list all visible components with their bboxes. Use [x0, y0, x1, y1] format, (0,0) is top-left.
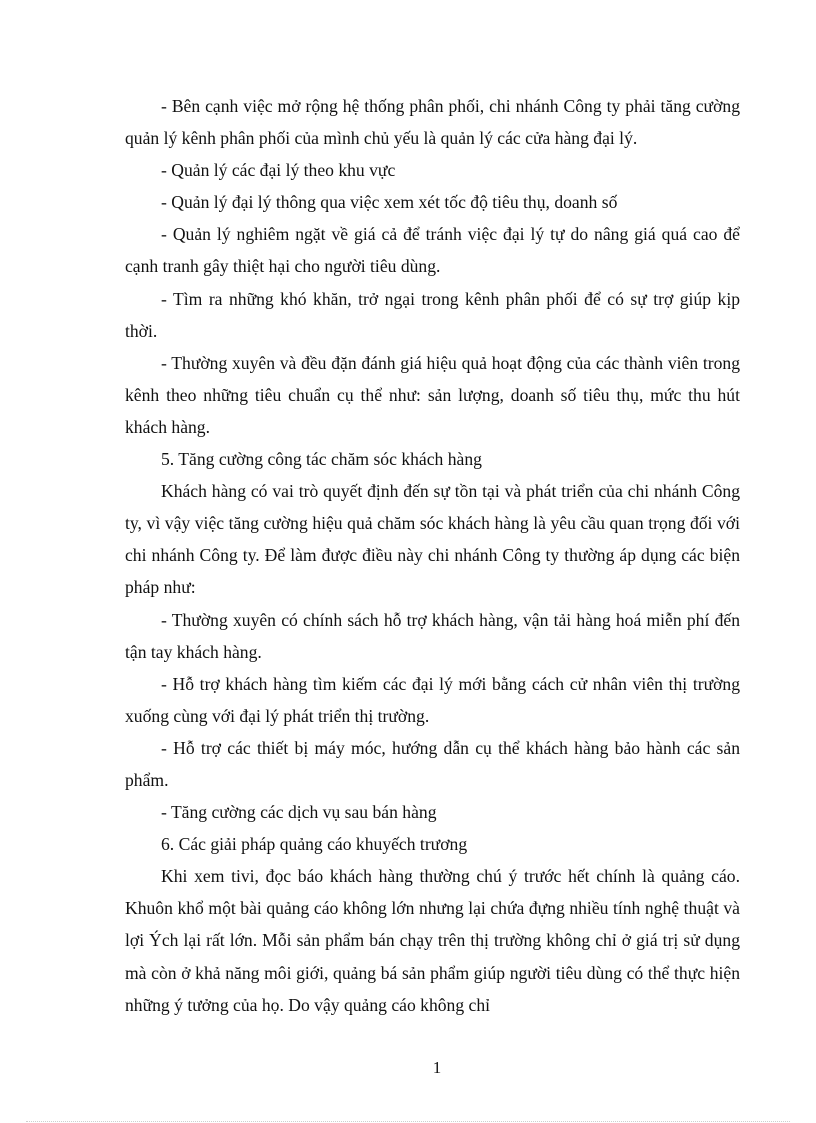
paragraph-distribution-management: - Bên cạnh việc mở rộng hệ thống phân phối, chi nhánh Công ty phải tăng cường quản lý kênh phân phối của mình chủ yếu là quản lý các cửa hàng đại lý.: [125, 96, 740, 149]
paragraph-manage-by-sales: - Quản lý đại lý thông qua việc xem xét tốc độ tiêu thụ, doanh số: [161, 192, 618, 213]
paragraph-advertising-intro: Khi xem tivi, đọc báo khách hàng thường chú ý trước hết chính là quảng cáo. Khuôn khổ một bài quảng cáo không lớn nhưng lại chứa đựng nhiều tính nghệ thuật và lợi Ých lại rất lớn. Mỗi sản phẩm bán chạy trên thị trường không chỉ ở giá trị sử dụng mà còn ở khả năng môi giới, quảng bá sản phẩm giúp người tiêu dùng có thể thực hiện những ý tưởng của họ. Do vậy quảng cáo không chỉ: [125, 866, 740, 1015]
section-heading-advertising: 6. Các giải pháp quảng cáo khuyếch trương: [161, 834, 468, 855]
paragraph-customer-role: Khách hàng có vai trò quyết định đến sự tồn tại và phát triển của chi nhánh Công ty, vì vậy việc tăng cường hiệu quả chăm sóc khách hàng là yêu cầu quan trọng đối với chi nhánh Công ty. Để làm được điều này chi nhánh Công ty thường áp dụng các biện pháp như:: [125, 481, 740, 598]
page-bottom-divider: [26, 1121, 790, 1122]
paragraph-equipment-support: - Hỗ trợ các thiết bị máy móc, hướng dẫn cụ thể khách hàng bảo hành các sản phẩm.: [125, 737, 740, 790]
body-text: [125, 90, 740, 1021]
page-number: 1: [432, 1058, 442, 1077]
paragraph-member-evaluation: - Thường xuyên và đều đặn đánh giá hiệu quả hoạt động của các thành viên trong kênh theo những tiêu chuẩn cụ thể như: sản lượng, doanh số tiêu thụ, mức thu hút khách hàng.: [125, 352, 740, 437]
section-heading-customer-care: 5. Tăng cường công tác chăm sóc khách hàng: [161, 449, 482, 470]
paragraph-price-control: - Quản lý nghiêm ngặt về giá cả để tránh việc đại lý tự do nâng giá quá cao để cạnh tranh gây thiệt hại cho người tiêu dùng.: [125, 224, 740, 277]
paragraph-after-sales: - Tăng cường các dịch vụ sau bán hàng: [161, 802, 437, 823]
paragraph-find-new-agents: - Hỗ trợ khách hàng tìm kiếm các đại lý mới bằng cách cử nhân viên thị trường xuống cùng với đại lý phát triển thị trường.: [125, 673, 740, 726]
paragraph-find-difficulties: - Tìm ra những khó khăn, trở ngại trong kênh phân phối để có sự trợ giúp kịp thời.: [125, 288, 740, 341]
paragraph-manage-by-region: - Quản lý các đại lý theo khu vực: [161, 160, 396, 181]
paragraph-customer-support-policy: - Thường xuyên có chính sách hỗ trợ khách hàng, vận tải hàng hoá miễn phí đến tận tay khách hàng.: [125, 609, 740, 662]
